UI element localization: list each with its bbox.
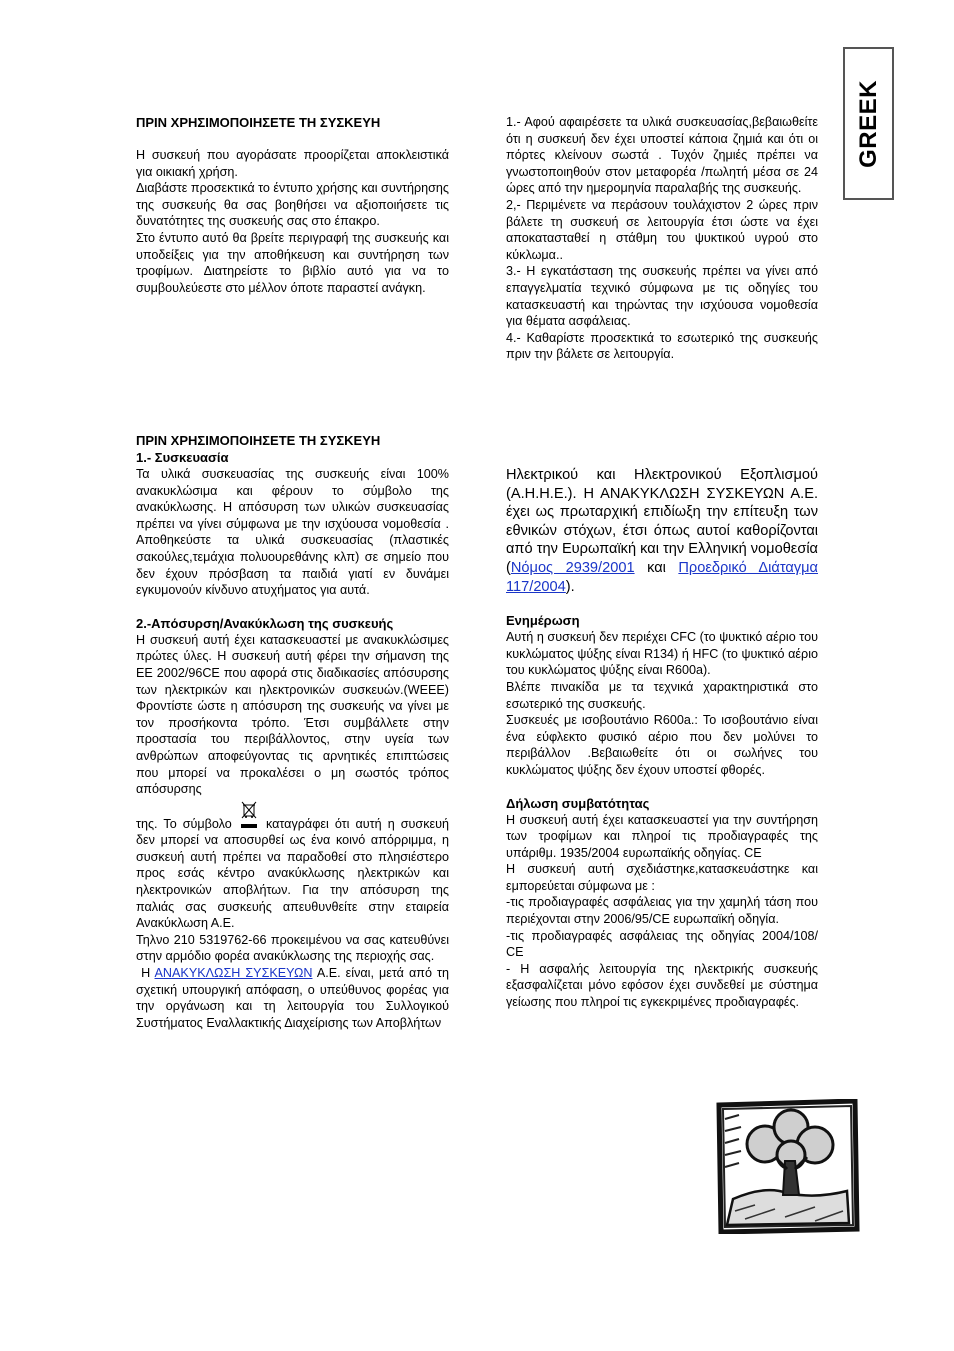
paragraph: Βλέπε πινακίδα με τα τεχνικά χαρακτηριστικά στο εσωτερικό της συσκευής. <box>506 679 818 711</box>
paragraph <box>136 800 449 932</box>
paragraph: 1.- Αφού αφαιρέσετε τα υλικά συσκευασίας,βεβαιωθείτε ότι η συσκευή δεν έχει υποστεί κάποια ζημιά και ότι οι πόρτες κλείνουν σωστά . Τυχόν ζημιές πρέπει να γνωστοποιηθούν στον μεταφορέα /πωλητή μέσα σε 24 ώρες από την ημερομηνία παραλαβής της συσκευής. <box>506 115 818 196</box>
paragraph: Τα υλικά συσκευασίας της συσκευής είναι 100% ανακυκλώσιμα και φέρουν το σύμβολο της ανακύκλωσης. Η απόσυρση των υλικών συσκευασίας πρέπει να γίνει σύμφωνα με την ισχύουσα νομοθεσία . Αποθηκεύστε τα υλικά συσκευασίας (πλαστικές σακούλες,τεμάχια πολυουρεθάνης κλπ) σε σημείο που δεν έχουν πρόσβαση τα παιδιά γιατί εν δυνάμει εγκυμονούν κίνδυνο ατυχήματος για αυτά. <box>136 467 449 598</box>
paragraph-text: Ηλεκτρικού και Ηλεκτρονικού Εξοπλισμού (Α.Η.Η.Ε.). Η ΑΝΑΚΥΚΛΩΣΗ ΣΥΣΚΕΥΩΝ Α.Ε. έχει ως πρωταρχική επιδίωξη την επίτευξη των εθνικών στόχων, έτσι όπως αυτοί καθορίζονται από την Ευρωπαϊκή και την Ελληνική νομοθεσία ( <box>506 467 818 576</box>
subheading-compliance: Δήλωση συμβατότητας <box>506 795 650 811</box>
paragraph <box>136 965 449 1031</box>
subheading-recycling-text: 2.-Απόσυρση/Ανακύκλωση της συσκευής <box>136 615 394 631</box>
paragraph-start: Η <box>141 966 151 981</box>
intro-section <box>136 114 449 296</box>
subheading-information: Ενημέρωση <box>506 613 580 629</box>
paragraph: Η συσκευή που αγοράσατε προορίζεται αποκλειστικά για οικιακή χρήση. <box>136 148 449 179</box>
paragraph: 3.- Η εγκατάσταση της συσκευής πρέπει να γίνει από επαγγελματία τεχνικό σύμφωνα με τις οδηγίες του κατασκευαστή και τηρώντας την ισχύουσα νομοθεσία για θέματα ασφάλειας. <box>506 264 818 329</box>
recycling-company-link[interactable]: ΑΝΑΚΥΚΛΩΣΗ ΣΥΣΚΕΥΩΝ <box>154 966 313 981</box>
paragraph-text: ). <box>565 578 575 595</box>
paragraph-text: και <box>634 559 679 576</box>
paragraph: 2,- Περιμένετε να περάσουν τουλάχιστον 2 ώρες πριν βάλετε τη συσκευή σε λειτουργία έτσι ώστε να έχει αποκατασταθεί η στάθμη του ψυκτικού υγρού στο κύκλωμα.. <box>506 197 818 262</box>
subheading-recycling <box>136 615 449 632</box>
crossed-out-bin-icon <box>240 800 258 832</box>
paragraph: -τις προδιαγραφές ασφάλειας για την χαμηλή τάση που περιέχονται στην 2006/95/CE ευρωπαϊκή οδηγία. <box>506 895 818 927</box>
packaging-recycling-section <box>136 432 449 1031</box>
eco-tree-logo-icon <box>715 1099 860 1234</box>
paragraph: - Η ασφαλής λειτουργία της ηλεκτρικής συσκευής εξασφαλίζεται μόνο εφόσον έχει συνδεθεί με σύστημα γείωσης που πληροί τις εγκεκριμένες προδιαγραφές. <box>506 961 818 1010</box>
language-tab-label: GREEK <box>854 79 882 168</box>
paragraph-start: της. Το σύμβολο <box>136 816 232 831</box>
law-link[interactable]: Νόμος 2939/2001 <box>510 559 635 576</box>
unpacking-section <box>506 114 818 363</box>
info-compliance-section <box>506 466 818 1011</box>
paragraph: Η συσκευή αυτή έχει κατασκευαστεί με ανακυκλώσιμες πρώτες ύλες. Η συσκευή αυτή φέρει την σήμανση της ΕΕ 2002/96CE που αφορά στις διαδικασίες απόσυρσης των ηλεκτρικών και ηλεκτρονικών συσκευών.(WEEE) Φροντίστε ώστε η απόσυρση της συσκευής να γίνει με τον προσήκοντα τρόπο. Έτσι συμβάλλετε στην προστασία του περιβάλλοντος, στην υγεία των ανθρώπων αποφεύγοντας τις αρνητικές επιπτώσεις που μπορεί να προκαλέσει ο μη σωστός τρόπος απόσυρσης <box>136 632 449 797</box>
section-heading: ΠΡΙΝ ΧΡΗΣΙΜΟΠΟΙΗΣΕΤΕ ΤΗ ΣΥΣΚΕΥΗ <box>136 115 381 130</box>
subheading-packaging: 1.- Συσκευασία <box>136 450 229 465</box>
paragraph-rest: Α.Ε. είναι, μετά από τη σχετική υπουργική απόφαση, ο υπεύθυνος φορέας για την οργάνωση και τη λειτουργία του Συλλογικού Συστήματος Εναλλακτικής Διαχείρισης των Αποβλήτων <box>136 966 450 1030</box>
paragraph: Διαβάστε προσεκτικά το έντυπο χρήσης και συντήρησης της συσκευής θα σας βοηθήσει να αξιοποιήσετε τις δυνατότητες της συσκευής σας στο έπακρο. <box>136 181 449 229</box>
paragraph: Η συσκευή αυτή έχει κατασκευαστεί για την συντήρηση των τροφίμων και πληροί τις προδιαγραφές της υπάριθμ. 1935/2004 ευρωπαϊκής οδηγίας. CE <box>506 812 818 860</box>
section-heading: ΠΡΙΝ ΧΡΗΣΙΜΟΠΟΙΗΣΕΤΕ ΤΗ ΣΥΣΚΕΥΗ <box>136 433 381 448</box>
decree-link[interactable]: Προεδρικό Διάταγμα 117/2004 <box>506 559 818 595</box>
paragraph <box>506 466 818 596</box>
paragraph: Τηλνο 210 5319762-66 προκειμένου να σας κατευθύνει στην αρμόδιο φορέα ανακύκλωσης της περιοχής σας. <box>136 932 449 964</box>
paragraph: 4.- Καθαρίστε προσεκτικά το εσωτερικό της συσκευής πριν την βάλετε σε λειτουργία. <box>506 330 818 362</box>
paragraph: Στο έντυπο αυτό θα βρείτε περιγραφή της συσκευής και υποδείξεις για την αποθήκευση και συντήρηση των τροφίμων. Διατηρείστε το βιβλίο αυτό για να το συμβουλεύεστε στο μέλλον όποτε παραστεί ανάγκη. <box>136 230 449 295</box>
paragraph: -τις προδιαγραφές ασφάλειας της οδηγίας 2004/108/ CE <box>506 928 818 960</box>
paragraph: Αυτή η συσκευή δεν περιέχει CFC (το ψυκτικό αέριο του κυκλώματος ψύξης είναι R134) ή HFC (το ψυκτικό αέριο του κυκλώματος ψύξης είναι R600a). <box>506 630 818 678</box>
paragraph-rest: καταγράφει ότι αυτή η συσκευή δεν μπορεί να αποσυρθεί ως ένα κοινό απόρριμμα, η συσκευή αυτή πρέπει να παραδοθεί στο πλησιέστερο προς εσάς κέντρο ανακύκλωσης ηλεκτρικών και ηλεκτρονικών αποβλήτων. Για την απόσυρση της παλιάς σας συσκευής απευθυνθείτε στην εταιρεία Ανακύκλωση Α.Ε. <box>136 816 450 931</box>
paragraph: Η συσκευή αυτή σχεδιάστηκε,κατασκευάστηκε και εμπορεύεται σύμφωνα με : <box>506 862 818 893</box>
language-tab <box>843 47 894 200</box>
paragraph: Συσκευές με ισοβουτάνιο R600a.: Το ισοβουτάνιο είναι ένα εύφλεκτο φυσικό αέριο που δεν μολύνει το περιβάλλον .Βεβαιωθείτε ότι οι σωλήνες του κυκλώματος ψύξης δεν έχουν υποστεί φθορές. <box>506 713 818 777</box>
